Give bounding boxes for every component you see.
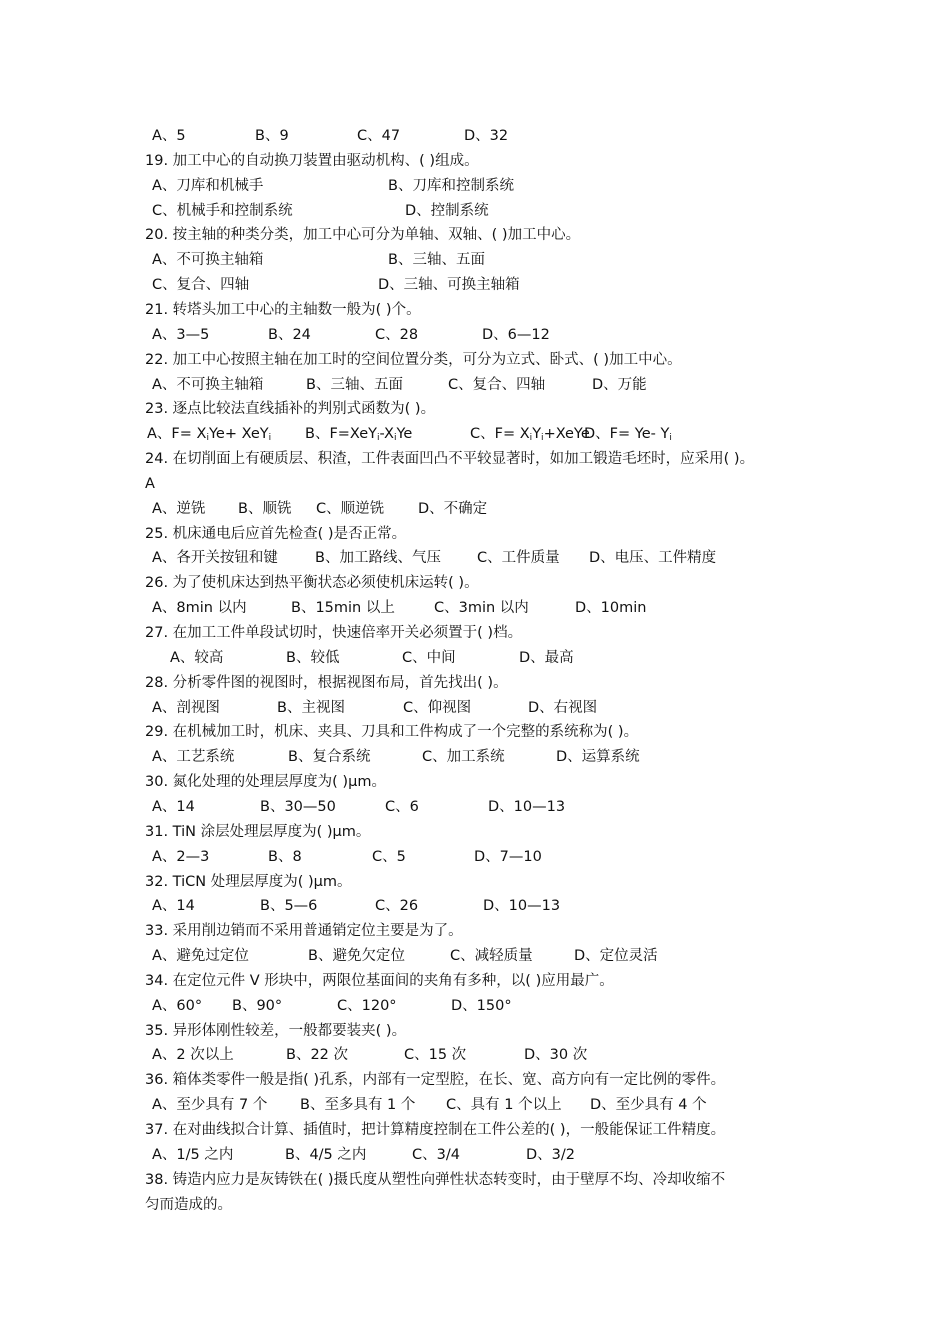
answer-option: A、避免过定位: [152, 948, 249, 965]
answer-option: C、机械手和控制系统: [152, 202, 293, 219]
answer-option: D、6—12: [482, 326, 550, 343]
answer-option: C、工件质量: [477, 550, 560, 567]
options-line: [0, 894, 950, 919]
question-text: A: [145, 475, 155, 492]
question-text: 30. 氮化处理的处理层厚度为( )μm。: [145, 774, 386, 791]
answer-option: C、28: [375, 326, 419, 343]
answer-option: A、至少具有 7 个: [152, 1097, 268, 1114]
question-line: [0, 1168, 950, 1193]
answer-option: B、$F=XeY_i-X_iYe$: [305, 426, 413, 444]
options-line: [0, 596, 950, 621]
answer-option: A、逆铣: [152, 500, 206, 517]
options-line: [0, 199, 950, 224]
question-text: 20. 按主轴的种类分类，加工中心可分为单轴、双轴、( )加工中心。: [145, 227, 581, 244]
answer-option: B、24: [268, 326, 311, 343]
answer-option: D、7—10: [474, 848, 542, 865]
answer-option: B、避免欠定位: [308, 948, 405, 965]
answer-option: A、刀库和机械手: [152, 177, 264, 194]
answer-option: D、10min: [575, 600, 647, 617]
question-line: [0, 770, 950, 795]
answer-option: B、22 次: [286, 1047, 349, 1064]
question-text: 38. 铸造内应力是灰铸铁在( )摄氏度从塑性向弹性状态转变时，由于壁厚不均、冷却收缩不: [145, 1171, 726, 1188]
answer-option: A、5: [152, 128, 186, 144]
question-text: 33. 采用削边销而不采用普通销定位主要是为了。: [145, 923, 463, 940]
options-line: [0, 174, 950, 199]
answer-option: D、150°: [451, 997, 512, 1014]
answer-option: C、3min 以内: [434, 600, 529, 617]
answer-option: C、复合、四轴: [448, 376, 546, 393]
answer-option: C、15 次: [404, 1047, 467, 1064]
answer-option: A、14: [152, 898, 195, 915]
question-line: [0, 919, 950, 944]
answer-option: A、8min 以内: [152, 600, 247, 617]
answer-option: C、复合、四轴: [152, 277, 250, 294]
options-line: [0, 1093, 950, 1118]
answer-option: B、顺铣: [238, 500, 292, 517]
answer-option: C、加工系统: [422, 749, 505, 766]
question-text: 27. 在加工工件单段试切时，快速倍率开关必须置于( )档。: [145, 625, 523, 641]
question-text: 匀而造成的。: [145, 1196, 232, 1213]
answer-option: C、减轻质量: [450, 948, 533, 965]
question-line: [0, 447, 950, 472]
question-line: [0, 149, 950, 174]
answer-option: C、120°: [337, 997, 397, 1014]
answer-option: D、3/2: [526, 1146, 576, 1163]
question-line: [0, 571, 950, 596]
answer-option: C、26: [375, 898, 419, 915]
question-text: 24. 在切削面上有硬质层、积渣，工件表面凹凸不平较显著时，如加工锻造毛坯时，应采用( )。: [145, 451, 755, 468]
answer-option: A、较高: [170, 649, 224, 666]
answer-option: D、运算系统: [556, 749, 640, 766]
question-text: 37. 在对曲线拟合计算、插值时，把计算精度控制在工件公差的( )，一般能保证工件精度。: [145, 1122, 726, 1138]
question-line: [0, 472, 950, 497]
answer-option: B、9: [255, 128, 289, 144]
question-text: 36. 箱体类零件一般是指( )孔系，内部有一定型腔，在长、宽、高方向有一定比例的零件。: [145, 1072, 726, 1089]
answer-option: C、47: [357, 128, 401, 144]
options-line: [0, 248, 950, 273]
options-line: [0, 696, 950, 721]
options-line: [0, 795, 950, 820]
question-line: [0, 671, 950, 696]
answer-option: D、32: [464, 128, 509, 144]
options-line: [0, 745, 950, 770]
answer-option: A、剖视图: [152, 699, 220, 716]
question-line: [0, 223, 950, 248]
answer-option: B、90°: [232, 997, 283, 1014]
answer-option: B、至多具有 1 个: [300, 1097, 416, 1114]
answer-option: A、2 次以上: [152, 1047, 234, 1064]
question-line: [0, 397, 950, 422]
question-text: 22. 加工中心按照主轴在加工时的空间位置分类，可分为立式、卧式、( )加工中心。: [145, 351, 682, 368]
answer-option: D、10—13: [488, 798, 566, 815]
question-text: 31. TiN 涂层处理层厚度为( )μm。: [145, 823, 371, 840]
options-line: [0, 273, 950, 298]
question-line: [0, 969, 950, 994]
options-line: [0, 944, 950, 969]
question-text: 34. 在定位元件 V 形块中，两限位基面间的夹角有多种，以( )应用最广。: [145, 972, 614, 989]
answer-option: B、刀库和控制系统: [388, 177, 514, 194]
answer-option: D、三轴、可换主轴箱: [378, 277, 520, 294]
answer-option: D、定位灵活: [574, 948, 658, 965]
answer-option: D、万能: [592, 376, 647, 393]
question-text: 35. 异形体刚性较差，一般都要装夹( )。: [145, 1022, 407, 1039]
options-line: [0, 1143, 950, 1168]
answer-option: A、$F= X_iYe+ XeY_i$: [147, 426, 272, 444]
options-line: [0, 646, 950, 671]
answer-option: C、5: [372, 848, 406, 865]
answer-option: D、控制系统: [405, 202, 489, 219]
answer-option: A、60°: [152, 997, 203, 1014]
answer-option: B、4/5 之内: [285, 1146, 367, 1163]
question-line: [0, 621, 950, 646]
answer-option: B、较低: [286, 649, 340, 666]
question-line: [0, 1118, 950, 1143]
options-line: [0, 373, 950, 398]
options-line: [0, 845, 950, 870]
answer-option: D、30 次: [524, 1047, 588, 1064]
answer-option: D、电压、工件精度: [589, 550, 717, 567]
options-line: [0, 497, 950, 522]
question-line: [0, 522, 950, 547]
question-line: [0, 820, 950, 845]
options-line: [0, 546, 950, 571]
question-text: 19. 加工中心的自动换刀装置由驱动机构、( )组成。: [145, 152, 479, 169]
question-text: 29. 在机械加工时，机床、夹具、刀具和工件构成了一个完整的系统称为( )。: [145, 724, 639, 741]
answer-option: A、1/5 之内: [152, 1146, 234, 1163]
answer-option: A、各开关按钮和键: [152, 550, 278, 567]
options-line: [0, 323, 950, 348]
question-line: [0, 1019, 950, 1044]
options-line: [0, 422, 950, 447]
question-line: [0, 870, 950, 895]
answer-option: D、不确定: [418, 500, 488, 517]
answer-option: C、3/4: [412, 1146, 460, 1163]
answer-option: D、最高: [519, 649, 574, 666]
question-line: [0, 348, 950, 373]
answer-option: A、3—5: [152, 326, 210, 343]
answer-option: A、2—3: [152, 848, 210, 865]
answer-option: B、15min 以上: [291, 600, 395, 617]
answer-option: D、F= Ye- $Y_i$: [584, 426, 672, 444]
answer-option: A、不可换主轴箱: [152, 376, 264, 393]
answer-option: A、14: [152, 798, 195, 815]
question-text: 26. 为了使机床达到热平衡状态必须使机床运转( )。: [145, 575, 479, 592]
answer-option: C、6: [385, 798, 419, 815]
options-line: [0, 124, 950, 149]
answer-option: B、主视图: [277, 699, 345, 716]
question-text: 28. 分析零件图的视图时，根据视图布局，首先找出( )。: [145, 674, 508, 691]
answer-option: B、复合系统: [288, 749, 371, 766]
answer-option: B、三轴、五面: [388, 252, 485, 269]
question-line: [0, 1193, 950, 1218]
question-text: 23. 逐点比较法直线插补的判别式函数为( )。: [145, 401, 436, 418]
answer-option: C、仰视图: [403, 699, 472, 716]
question-line: [0, 720, 950, 745]
answer-option: B、加工路线、气压: [315, 550, 441, 567]
question-text: 21. 转塔头加工中心的主轴数一般为( )个。: [145, 301, 421, 318]
answer-option: C、顺逆铣: [316, 500, 385, 517]
question-text: 32. TiCN 处理层厚度为( )μm。: [145, 873, 352, 890]
answer-option: D、右视图: [528, 699, 598, 716]
options-line: [0, 1043, 950, 1068]
question-line: [0, 298, 950, 323]
question-line: [0, 1068, 950, 1093]
answer-option: B、5—6: [260, 898, 318, 915]
answer-option: B、三轴、五面: [306, 376, 403, 393]
options-line: [0, 994, 950, 1019]
answer-option: B、8: [268, 848, 302, 865]
answer-option: D、10—13: [483, 898, 561, 915]
question-text: 25. 机床通电后应首先检查( )是否正常。: [145, 525, 407, 542]
answer-option: A、工艺系统: [152, 749, 235, 766]
answer-option: C、中间: [402, 649, 456, 666]
answer-option: B、30—50: [260, 798, 336, 815]
answer-option: C、$F= X_iY_i+XeYe$: [470, 426, 590, 444]
answer-option: C、具有 1 个以上: [446, 1097, 562, 1114]
answer-option: D、至少具有 4 个: [590, 1097, 707, 1114]
answer-option: A、不可换主轴箱: [152, 252, 264, 269]
